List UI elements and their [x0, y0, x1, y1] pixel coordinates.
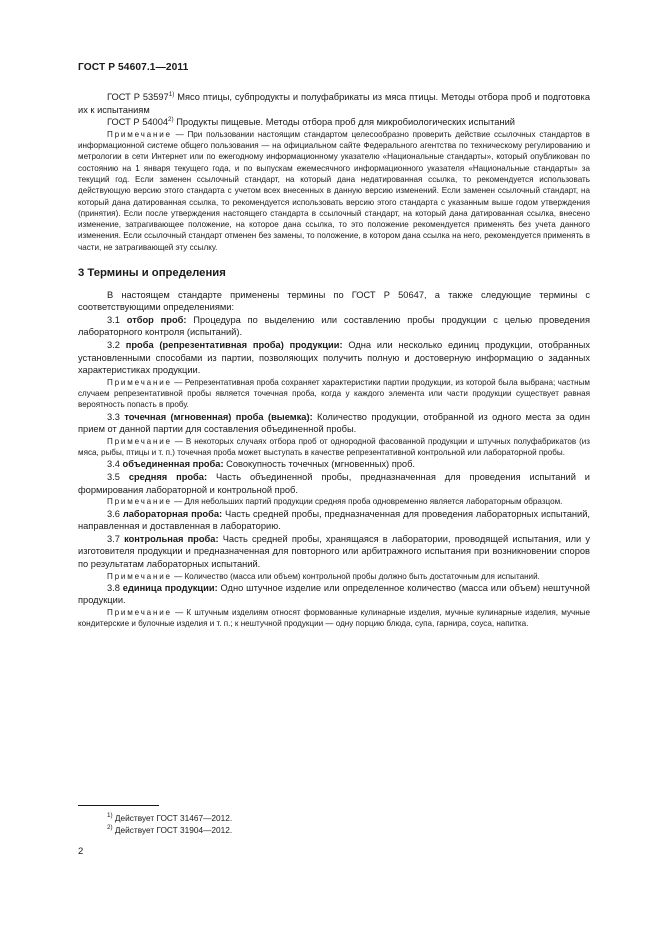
term-definition: Совокупность точечных (мгновенных) проб. — [223, 459, 415, 470]
term-note: Примечание — Количество (масса или объем) контрольной пробы должно быть достаточным для испытаний. — [107, 571, 540, 581]
section-intro: В настоящем стандарте применены термины по ГОСТ Р 50647, а также следующие термины с соответствующими определениями: — [78, 289, 590, 313]
term-entry — [78, 411, 590, 436]
term-number: 3.8 — [107, 582, 123, 593]
term-entry — [78, 508, 590, 533]
note-label: Примечание — [107, 129, 172, 139]
footnote: $^{2)}$ Действует ГОСТ 31904—2012. — [107, 824, 233, 835]
term-definition: Часть средней пробы, хранящаяся в лаборатории, проводящей испытания, или у изготовителя продукции и предназначенная для повторного или арбитражного испытания при возникновении споров по результатам лабораторных испытаний. — [78, 533, 590, 569]
term-definition: Одно штучное изделие или определенное количество (масса или объем) нештучной продукции. — [78, 582, 590, 606]
footnote-mark: 2) — [107, 824, 113, 831]
term-name: отбор проб: — [126, 314, 187, 325]
term-name: средняя проба: — [128, 472, 208, 483]
normative-reference: ГОСТ Р 54004$^{2)}$ Продукты пищевые. Методы отбора проб для микробиологических испытаний — [107, 116, 515, 128]
term-number: 3.2 — [107, 340, 126, 351]
term-number: 3.4 — [107, 459, 123, 470]
note-label: Примечание — [107, 377, 172, 387]
footnote-marker: 1) — [168, 91, 175, 98]
term-entry — [78, 339, 590, 377]
term-entry — [78, 314, 590, 339]
note-label: Примечание — [107, 497, 172, 507]
term-number: 3.5 — [107, 472, 129, 483]
document-body — [78, 91, 590, 630]
term-name: лабораторная проба: — [122, 508, 223, 519]
term-definition: Количество продукции, отобранной из одного места за один прием от данной партии для составления объединенной пробы. — [78, 411, 590, 435]
term-definition: Часть объединенной пробы, предназначенная для проведения испытаний и формирования лабораторной и контрольной проб. — [78, 472, 591, 495]
term-name: единица продукции: — [122, 582, 218, 593]
term-note: Примечание — Репрезентативная проба сохраняет характеристики партии продукции, из которой была выбрана; частным случаем репрезентативной пробы является точечная проба, когда у каждого элемента или части продукции существует равная вероятность попасть в пробу. — [78, 377, 590, 410]
term-entry — [78, 471, 590, 496]
term-name: контрольная проба: — [124, 533, 219, 544]
page-number: 2 — [78, 846, 84, 857]
term-name: проба (репрезентативная проба) продукции: — [125, 340, 343, 351]
note-label: Примечание — [107, 436, 172, 446]
term-note: Примечание — К штучным изделиям относят формованные кулинарные изделия, мучные кулинарные изделия, мучные кондитерские и булочные изделия и т. п.; к нештучной продукции — одну порцию блюда, супа, гарнира, соуса, напитка. — [78, 608, 590, 629]
footnote-divider — [78, 805, 159, 806]
term-number: 3.6 — [107, 508, 123, 519]
term-entry — [78, 458, 590, 471]
footnote: $^{1)}$ Действует ГОСТ 31467—2012. — [107, 812, 233, 823]
note-references: Примечание — При пользовании настоящим стандартом целесообразно проверить действие ссылочных стандартов в информационной системе общего пользования — на официальном сайте Федерального агентства по техническому регулированию и метрологии в сети Интернет или по ежегодному информационному указателю «Национальные стандарты», который опубликован по состоянию на 1 января текущего года, и по выпускам ежемесячного информационного указателя «Национальные стандарты» за текущий год. Если заменен ссылочный стандарт, на который дана недатированная ссылка, то рекомендуется использовать действующую версию этого стандарта с учетом всех внесенных в данную версию изменений. Если заменен ссылочный стандарт, на который дана датированная ссылка, то рекомендуется использовать версию этого стандарта с указанным выше годом утверждения (принятия). Если после утверждения настоящего стандарта в ссылочный стандарт, на который дана датированная ссылка, внесено изменение, затрагивающее положение, на которое дана ссылка, то это положение рекомендуется применять без учета данного изменения. Если ссылочный стандарт отменен без замены, то положение, в котором дана ссылка на него, рекомендуется применять в части, не затрагивающей эту ссылку. — [78, 129, 590, 252]
term-note: Примечание — В некоторых случаях отбора проб от однородной фасованной продукции и штучных полуфабрикатов (из мяса, рыбы, птицы и т. п.) точечная проба может выступать в качестве репрезентативной контрольной или лабораторной пробы. — [78, 436, 590, 458]
term-entry — [78, 533, 590, 571]
note-label: Примечание — [107, 571, 172, 581]
footnote-marker: 2) — [168, 116, 174, 124]
term-name: объединенная проба: — [122, 459, 224, 470]
term-entry — [78, 582, 590, 607]
term-name: точечная (мгновенная) проба (выемка): — [124, 411, 313, 422]
term-number: 3.7 — [107, 533, 125, 544]
footnotes — [107, 812, 232, 836]
section-heading: 3 Термины и определения — [78, 267, 226, 280]
term-definition: Одна или несколько единиц продукции, отобранных установленными способами из партии, позволяющих получить полную и достоверную информацию о заданных характеристиках продукции. — [78, 340, 590, 376]
term-definition: Часть средней пробы, предназначенная для проведения лабораторных испытаний, направленная и доставленная в лабораторию. — [78, 508, 590, 532]
document-header-code: ГОСТ Р 54607.1—2011 — [78, 62, 189, 73]
term-number: 3.3 — [107, 411, 125, 422]
term-note: Примечание — Для небольших партий продукции средняя проба одновременно является лабораторным образцом. — [107, 497, 563, 507]
term-number: 3.1 — [107, 314, 127, 325]
note-label: Примечание — [107, 608, 172, 617]
footnote-mark: 1) — [107, 812, 113, 819]
term-definition: Процедура по выделению или составлению пробы продукции с целью проведения лабораторного контроля (испытаний). — [78, 314, 590, 338]
normative-reference: ГОСТ Р 53597$^{1)}$ Мясо птицы, субпродукты и полуфабрикаты из мяса птицы. Методы отбора проб и подготовка их к испытаниям — [78, 91, 590, 115]
